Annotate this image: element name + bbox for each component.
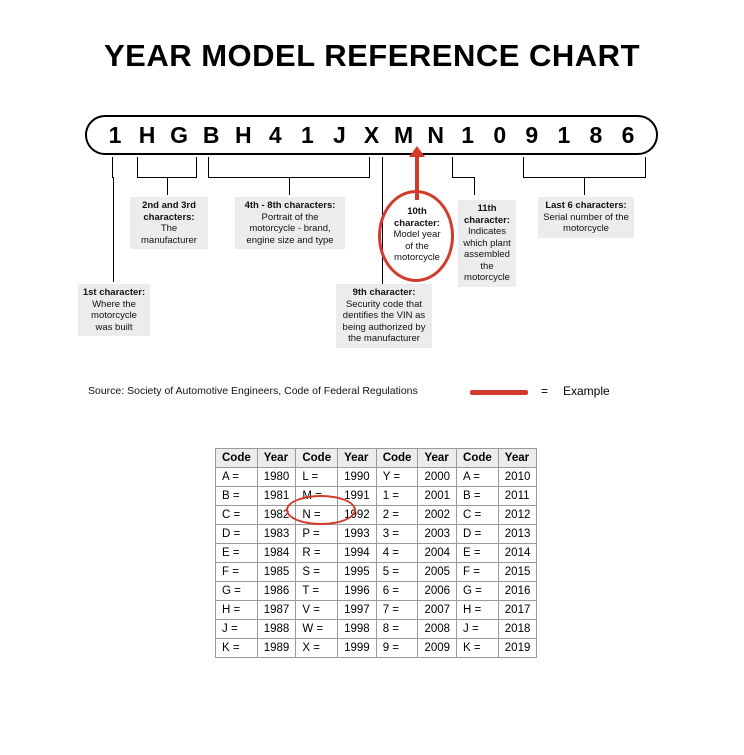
table-cell-code: 4 = — [376, 544, 418, 563]
table-cell-year: 2007 — [418, 601, 457, 620]
vin-char-7: 1 — [300, 121, 314, 148]
legend-example-swatch — [470, 390, 528, 395]
table-header-year-3: Year — [418, 449, 457, 468]
table-cell-code: C = — [216, 506, 258, 525]
table-cell-code: K = — [216, 639, 258, 658]
vin-char-11: N — [427, 121, 444, 148]
leader-line-first-down — [113, 177, 114, 282]
table-cell-year: 1984 — [257, 544, 296, 563]
callout-ninth — [336, 284, 432, 348]
table-cell-year: 1985 — [257, 563, 296, 582]
table-cell-code: P = — [296, 525, 338, 544]
table-cell-code: 1 = — [376, 487, 418, 506]
table-cell-code: D = — [457, 525, 499, 544]
leader-line-second-left — [137, 157, 138, 177]
table-cell-year: 1983 — [257, 525, 296, 544]
vin-char-17: 6 — [621, 121, 635, 148]
table-cell-year: 2016 — [498, 582, 537, 601]
table-row — [216, 639, 537, 658]
vin-char-2: H — [138, 121, 156, 148]
table-cell-code: R = — [296, 544, 338, 563]
table-cell-year: 1986 — [257, 582, 296, 601]
table-cell-code: A = — [457, 468, 499, 487]
table-cell-code: H = — [457, 601, 499, 620]
callout-last-six — [538, 197, 634, 238]
callout-last-six-heading: Last 6 characters: — [545, 200, 627, 211]
callout-eleventh-heading: 11th character: — [464, 203, 510, 226]
table-row — [216, 468, 537, 487]
callout-first-heading: 1st character: — [82, 287, 146, 298]
table-cell-year: 1988 — [257, 620, 296, 639]
page-title: YEAR MODEL REFERENCE CHART — [103, 38, 641, 73]
table-header-code-1: Code — [216, 449, 258, 468]
table-cell-code: X = — [296, 639, 338, 658]
table-cell-year: 1992 — [338, 506, 377, 525]
table-header-row — [216, 449, 537, 468]
table-cell-year: 1987 — [257, 601, 296, 620]
callout-last-six-body: Serial number of the motorcycle — [543, 211, 629, 234]
callout-eleventh-body: Indicates which plant assembled the motorcycle — [463, 226, 511, 283]
vin-char-13: 0 — [493, 121, 507, 148]
table-cell-code: G = — [457, 582, 499, 601]
callout-second-third-body: The manufacturer — [141, 223, 197, 246]
table-cell-code-highlighted: M = — [296, 487, 338, 506]
table-cell-code: D = — [216, 525, 258, 544]
vin-char-15: 1 — [557, 121, 571, 148]
table-header-year-4: Year — [498, 449, 537, 468]
table-cell-code: S = — [296, 563, 338, 582]
leader-line-first — [112, 157, 113, 177]
vin-char-9: X — [363, 121, 380, 148]
table-cell-code: E = — [457, 544, 499, 563]
vin-char-3: G — [170, 121, 189, 148]
table-cell-code: F = — [216, 563, 258, 582]
table-cell-year: 2017 — [498, 601, 537, 620]
leader-line-eleventh-h — [452, 177, 474, 178]
vin-character-row — [85, 115, 658, 155]
leader-line-second-right — [196, 157, 197, 177]
leader-line-second-down — [167, 177, 168, 195]
table-cell-code: J = — [216, 620, 258, 639]
leader-line-fourth-right — [369, 157, 370, 177]
table-row — [216, 601, 537, 620]
table-cell-year: 2015 — [498, 563, 537, 582]
source-text: Source: Society of Automotive Engineers, Code of Federal Regulations — [88, 385, 418, 397]
table-cell-year: 2012 — [498, 506, 537, 525]
table-cell-code: C = — [457, 506, 499, 525]
table-cell-year: 1990 — [338, 468, 377, 487]
callout-ninth-heading: 9th character: — [352, 287, 416, 298]
leader-line-eleventh — [452, 157, 453, 177]
table-cell-code: 8 = — [376, 620, 418, 639]
table-cell-code: A = — [216, 468, 258, 487]
table-row — [216, 506, 537, 525]
table-cell-code: B = — [216, 487, 258, 506]
table-cell-code: K = — [457, 639, 499, 658]
leader-line-last-right — [645, 157, 646, 177]
table-cell-year: 1997 — [338, 601, 377, 620]
legend-equals-sign: = — [541, 384, 549, 398]
table-cell-code: 6 = — [376, 582, 418, 601]
table-cell-code: 3 = — [376, 525, 418, 544]
table-cell-year: 2006 — [418, 582, 457, 601]
vin-char-14: 9 — [525, 121, 539, 148]
table-cell-code: 2 = — [376, 506, 418, 525]
table-cell-code: 9 = — [376, 639, 418, 658]
table-cell-year: 1993 — [338, 525, 377, 544]
table-cell-year: 1980 — [257, 468, 296, 487]
table-header-year-2: Year — [338, 449, 377, 468]
table-cell-year: 2005 — [418, 563, 457, 582]
callout-fourth-eighth — [235, 197, 345, 249]
leader-line-eleventh-down — [474, 177, 475, 195]
table-row — [216, 525, 537, 544]
callout-tenth-body: Model year of the motorcycle — [393, 229, 441, 263]
table-cell-year: 1994 — [338, 544, 377, 563]
table-header-code-4: Code — [457, 449, 499, 468]
table-cell-year: 2002 — [418, 506, 457, 525]
callout-second-third — [130, 197, 208, 249]
vin-char-6: 4 — [268, 121, 282, 148]
vin-char-10: M — [393, 121, 414, 148]
table-header-year-1: Year — [257, 449, 296, 468]
table-cell-code: 7 = — [376, 601, 418, 620]
vin-char-16: 8 — [589, 121, 603, 148]
vin-char-5: H — [234, 121, 252, 148]
table-row — [216, 544, 537, 563]
leader-line-last-left — [523, 157, 524, 177]
table-cell-year: 1981 — [257, 487, 296, 506]
year-code-table — [215, 448, 537, 658]
callout-fourth-eighth-body: Portrait of the motorcycle - brand, engine size and type — [246, 211, 334, 246]
table-cell-year-highlighted: 1991 — [338, 487, 377, 506]
callout-tenth-heading: 10th character: — [394, 206, 440, 229]
callout-first — [78, 284, 150, 336]
table-cell-code: Y = — [376, 468, 418, 487]
table-cell-year: 2004 — [418, 544, 457, 563]
table-cell-year: 2013 — [498, 525, 537, 544]
callout-ninth-body: Security code that dentifies the VIN as being authorized by the manufacturer — [342, 298, 426, 344]
table-cell-code: V = — [296, 601, 338, 620]
table-cell-code: W = — [296, 620, 338, 639]
table-cell-year: 2001 — [418, 487, 457, 506]
legend-example-label: Example — [563, 384, 610, 398]
table-cell-code: N = — [296, 506, 338, 525]
table-cell-code: J = — [457, 620, 499, 639]
table-cell-year: 2008 — [418, 620, 457, 639]
table-row — [216, 487, 537, 506]
table-cell-code: B = — [457, 487, 499, 506]
vin-char-8: J — [333, 121, 346, 148]
table-row — [216, 582, 537, 601]
vin-char-1: 1 — [108, 121, 122, 148]
leader-line-last-down — [584, 177, 585, 195]
table-cell-year: 1998 — [338, 620, 377, 639]
leader-line-fourth-left — [208, 157, 209, 177]
callout-second-third-heading: 2nd and 3rd characters: — [142, 200, 196, 223]
table-cell-code: 5 = — [376, 563, 418, 582]
table-cell-year: 1996 — [338, 582, 377, 601]
table-cell-year: 2000 — [418, 468, 457, 487]
table-row — [216, 620, 537, 639]
table-cell-year: 2011 — [498, 487, 537, 506]
vin-char-12: 1 — [461, 121, 475, 148]
table-cell-year: 2009 — [418, 639, 457, 658]
table-cell-year: 1989 — [257, 639, 296, 658]
table-cell-year: 2018 — [498, 620, 537, 639]
table-cell-code: F = — [457, 563, 499, 582]
table-cell-code: H = — [216, 601, 258, 620]
table-header-code-3: Code — [376, 449, 418, 468]
table-row — [216, 563, 537, 582]
callout-fourth-eighth-heading: 4th - 8th characters: — [244, 200, 336, 211]
table-cell-code: G = — [216, 582, 258, 601]
callout-eleventh — [458, 200, 516, 287]
table-cell-year: 1982 — [257, 506, 296, 525]
callout-first-body: Where the motorcycle was built — [91, 298, 137, 333]
table-cell-code: T = — [296, 582, 338, 601]
table-cell-year: 1999 — [338, 639, 377, 658]
table-cell-code: E = — [216, 544, 258, 563]
table-cell-year: 1995 — [338, 563, 377, 582]
callout-tenth — [388, 203, 446, 267]
table-cell-year: 2014 — [498, 544, 537, 563]
table-cell-year: 2010 — [498, 468, 537, 487]
leader-line-fourth-down — [289, 177, 290, 195]
table-cell-code: L = — [296, 468, 338, 487]
table-cell-year: 2003 — [418, 525, 457, 544]
vin-char-4: B — [202, 121, 220, 148]
table-cell-year: 2019 — [498, 639, 537, 658]
table-header-code-2: Code — [296, 449, 338, 468]
